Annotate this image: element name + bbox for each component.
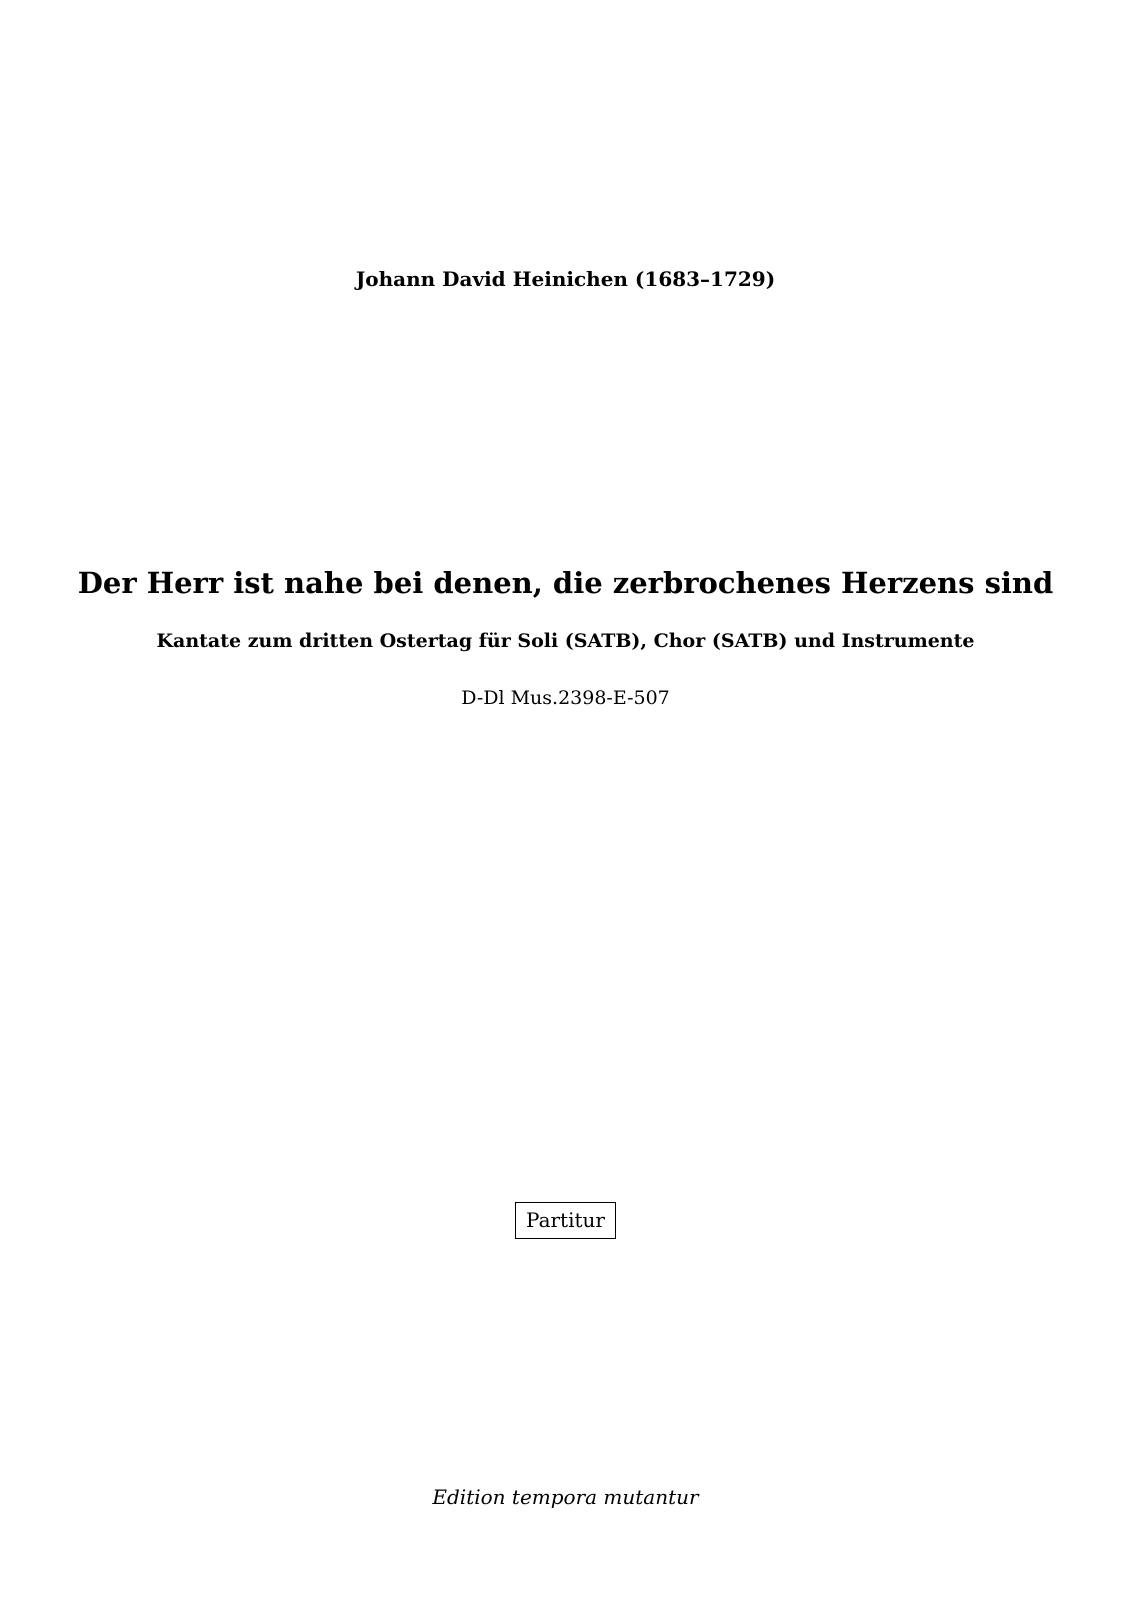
shelfmark: D-Dl Mus.2398-E-507 bbox=[461, 687, 670, 709]
work-subtitle: Kantate zum dritten Ostertag für Soli (SATB), Chor (SATB) und Instrumente bbox=[156, 630, 975, 652]
score-type-label: Partitur bbox=[515, 1202, 616, 1239]
publisher-name: Edition tempora mutantur bbox=[432, 1485, 699, 1509]
composer-name: Johann David Heinichen (1683–1729) bbox=[355, 267, 776, 291]
score-type-wrapper bbox=[0, 1202, 1131, 1239]
work-title: Der Herr ist nahe bei denen, die zerbrochenes Herzens sind bbox=[77, 566, 1054, 600]
